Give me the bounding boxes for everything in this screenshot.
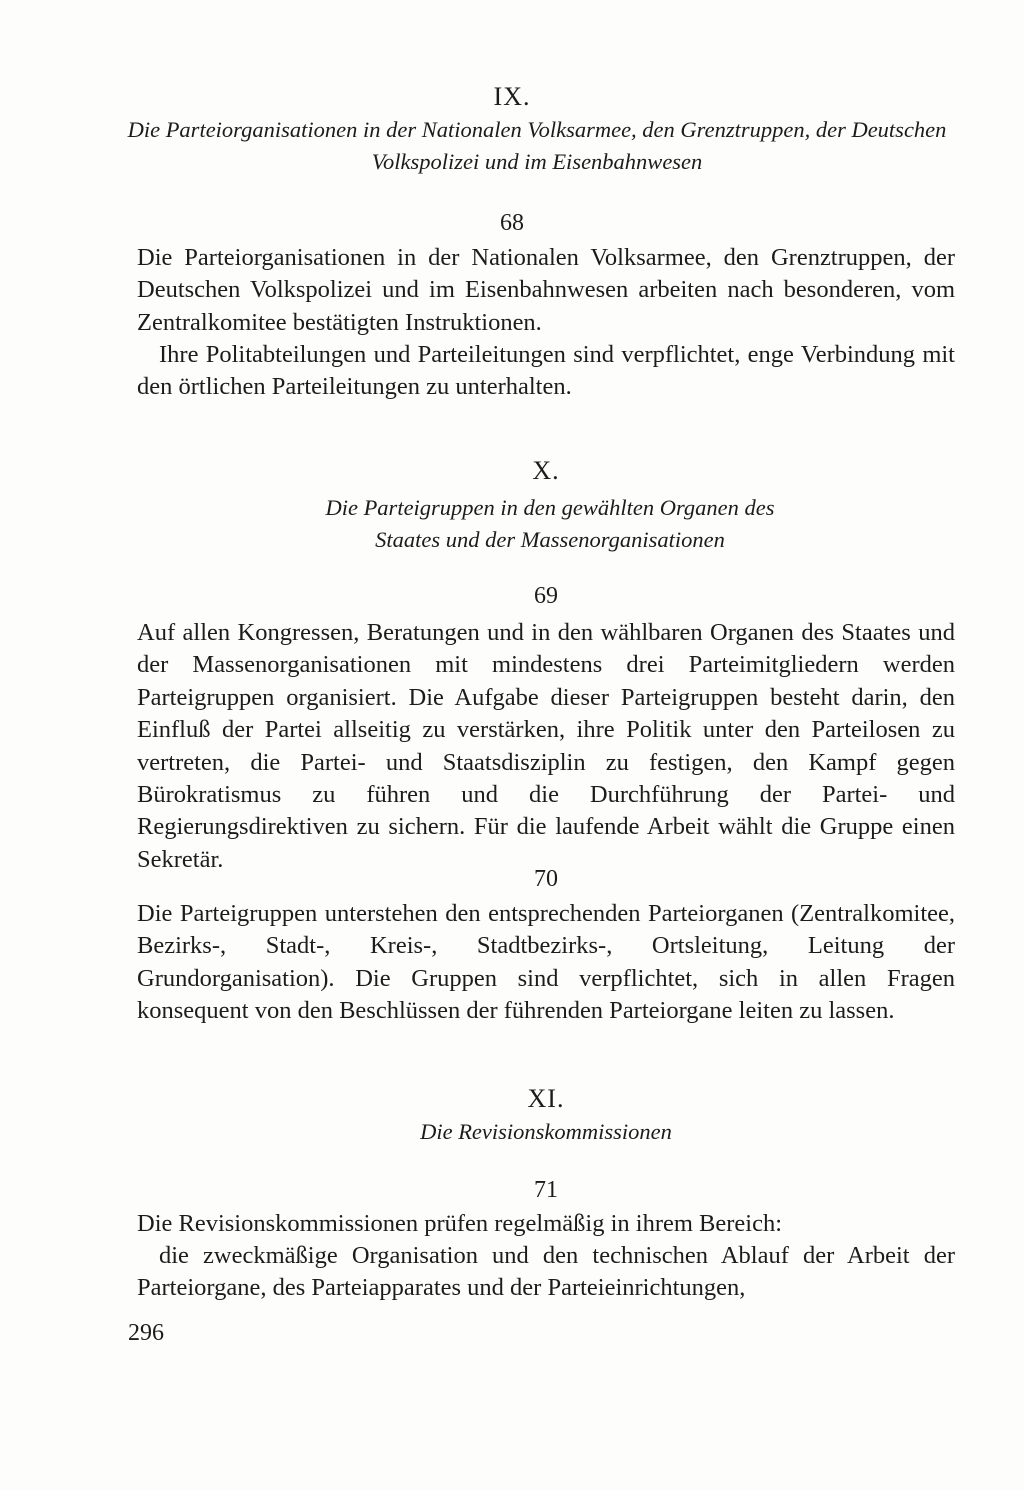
article-69-number: 69 [534,583,558,609]
article-70-paragraph-1: Die Parteigruppen unterstehen den entsprechenden Parteiorganen (Zentralkomitee, Bezirks-, Stadt-, Kreis-, Stadtbezirks-, Ortsleitung, Leitung der Grundorganisation). Die Gruppen sind verpflichtet, sich in allen Fragen konsequent von den Beschlüssen der führenden Parteiorgane leiten zu lassen. [137,900,955,1025]
article-68-number: 68 [500,210,524,236]
section-x-roman: X. [532,456,560,485]
section-x-title: Die Parteigruppen in den gewählten Organen des Staates und der Massenorganisationen [325,495,775,552]
section-ix-title: Die Parteiorganisationen in der Nationalen Volksarmee, den Grenztruppen, der Deutschen Volkspolizei und im Eisenbahnwesen [127,117,947,174]
section-ix-roman: IX. [493,82,531,111]
article-68-paragraph-1: Die Parteiorganisationen in der Nationalen Volksarmee, den Grenztruppen, der Deutschen Volkspolizei und im Eisenbahnwesen arbeiten nach besonderen, vom Zentralkomitee bestätigten Instruktionen. [137,244,955,336]
article-69-paragraph-1: Auf allen Kongressen, Beratungen und in den wählbaren Organen des Staates und der Massenorganisationen mit mindestens drei Parteimitgliedern werden Parteigruppen organisiert. Die Aufgabe dieser Parteigruppen besteht darin, den Einfluß der Partei allseitig zu verstärken, ihre Politik unter den Parteilosen zu vertreten, die Partei- und Staatsdisziplin zu festigen, den Kampf gegen Bürokratismus zu führen und die Durchführung der Partei- und Regierungsdirektiven zu sichern. Für die laufende Arbeit wählt die Gruppe einen Sekretär. [137,619,955,873]
article-71-paragraph-2: die zweckmäßige Organisation und den technischen Ablauf der Arbeit der Parteiorgane, des Parteiapparates und der Parteieinrichtungen, [137,1242,955,1302]
article-71-paragraph-1: Die Revisionskommissionen prüfen regelmäßig in ihrem Bereich: [137,1210,783,1237]
article-70-number: 70 [534,866,558,892]
section-xi-roman: XI. [527,1084,565,1113]
article-71-number: 71 [534,1177,558,1203]
page-number: 296 [128,1320,164,1346]
section-xi-title: Die Revisionskommissionen [420,1119,672,1144]
article-68-paragraph-2: Ihre Politabteilungen und Parteileitungen sind verpflichtet, enge Verbindung mit den örtlichen Parteileitungen zu unterhalten. [137,341,955,401]
